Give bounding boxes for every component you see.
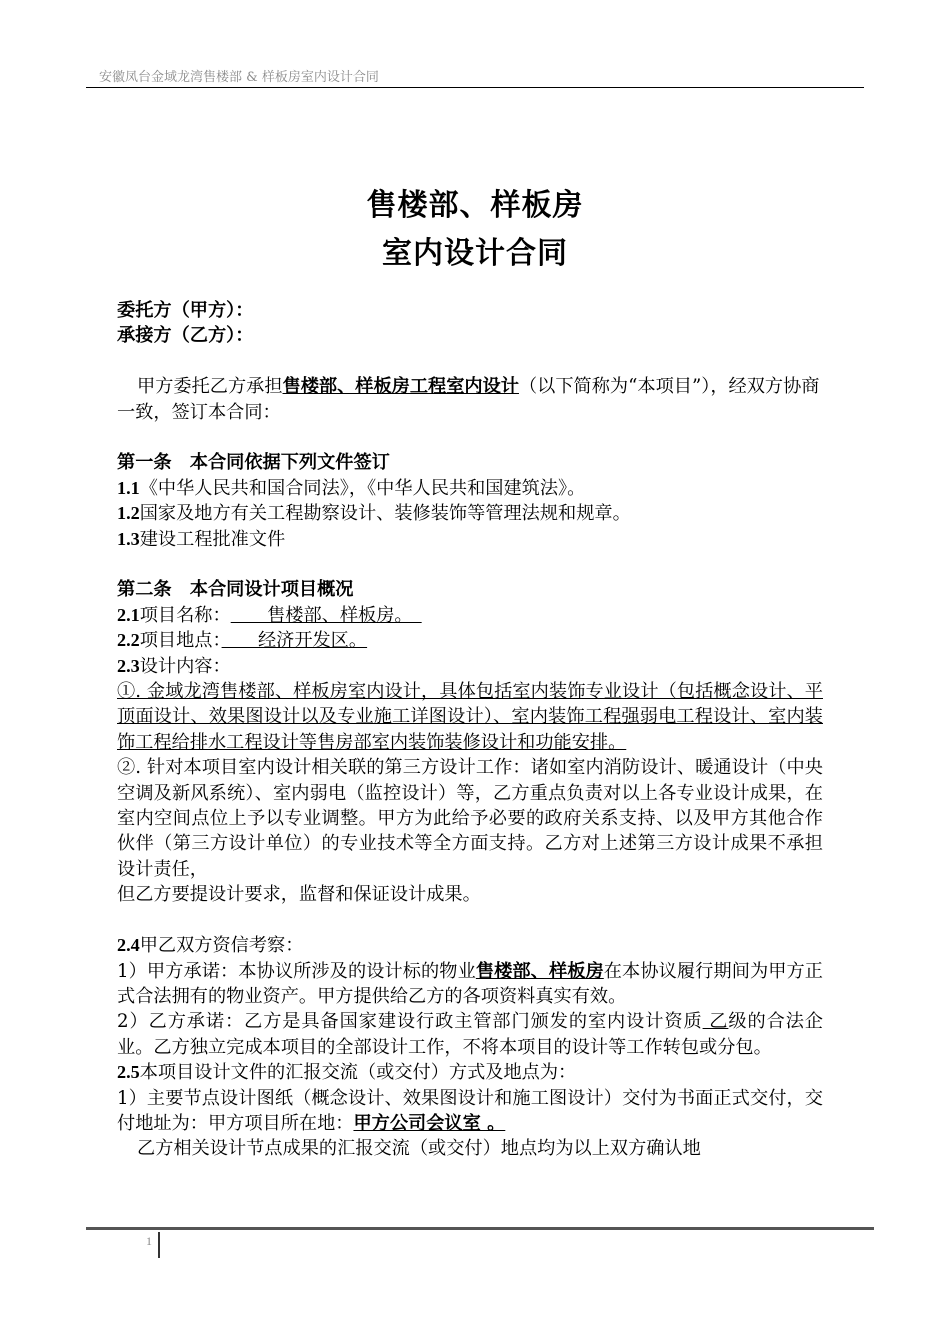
footer-rule <box>86 1227 874 1230</box>
item-num: 2.4 <box>117 935 140 956</box>
article-1-item <box>117 527 823 552</box>
intro-project: 售楼部、样板房工程室内设计 <box>282 376 519 398</box>
field-label: 项目地点： <box>139 630 222 652</box>
design-content-line <box>117 654 823 679</box>
contractor-party: 承接方（乙方）： <box>117 325 254 347</box>
credit-1b: 售楼部、样板房 <box>475 960 604 982</box>
article-1-item <box>117 476 823 501</box>
page-number: 1 <box>146 1234 152 1248</box>
report-1a: 1）主要节点设计图纸（概念设计、效果图设计和施工图设计）交付为书面正式交付，交付地址为：甲方项目所在地： <box>117 1087 823 1134</box>
item-num: 1.2 <box>117 503 140 524</box>
item-num: 2.2 <box>117 630 140 651</box>
project-site-value: 经济开发区。 <box>221 630 368 652</box>
credit-item-1 <box>117 959 823 1010</box>
design-content-1: ①. 金域龙湾售楼部、样板房室内设计，具体包括室内装饰专业设计（包括概念设计、平顶面设计、效果图设计以及专业施工详图设计）、室内装饰工程强弱电工程设计、室内装饰工程给排水工程设计等售房部室内装饰装修设计和功能安排。 <box>117 681 823 753</box>
design-content-2: ②. 针对本项目室内设计相关联的第三方设计工作：诸如室内消防设计、暖通设计（中央空调及新风系统）、室内弱电（监控设计）等，乙方重点负责对以上各专业设计成果，在室内空间点位上予以专业调整。甲方为此给予必要的政府关系支持、以及甲方其他合作伙伴（第三方设计单位）的专业技术等全方面支持。乙方对上述第三方设计成果不承担设计责任， <box>117 757 823 880</box>
page-bar <box>158 1232 160 1258</box>
item-num: 2.3 <box>117 655 140 676</box>
item-num: 1.1 <box>117 477 140 498</box>
report-heading <box>117 1060 823 1085</box>
title-line-1: 售楼部、样板房 <box>366 188 584 223</box>
article-2-heading: 第二条 本合同设计项目概况 <box>117 579 354 601</box>
credit-2a: 2）乙方承诺：乙方是具备国家建设行政主管部门颁发的室内设计资质 <box>117 1011 703 1033</box>
article-1-heading: 第一条 本合同依据下列文件签订 <box>117 452 390 474</box>
credit-heading <box>117 933 823 958</box>
running-header <box>86 66 864 88</box>
title-line-2: 室内设计合同 <box>382 236 568 271</box>
credit-1c: 在本协议履行期间为甲方正式合法拥有的物业资产。甲方提供给乙方的各项资料真实有效。 <box>117 960 823 1007</box>
article-1-item <box>117 501 823 526</box>
project-name-value: 售楼部、样板房。 <box>230 604 422 626</box>
field-label: 设计内容： <box>139 655 231 677</box>
intro-after: （以下简称为“本项目”），经双方协商一致，签订本合同： <box>117 376 820 423</box>
item-num: 1.3 <box>117 528 140 549</box>
item-text: 国家及地方有关工程勘察设计、装修装饰等管理法规和规章。 <box>139 503 631 525</box>
credit-2b: 乙 <box>702 1011 729 1033</box>
credit-2c: 级的合法企业。乙方独立完成本项目的全部设计工作，不将本项目的设计等工作转包或分包。 <box>117 1011 823 1058</box>
report-item-1 <box>117 1086 823 1137</box>
client-party: 委托方（甲方）： <box>117 300 254 321</box>
header-text: 安徽凤台金域龙湾售楼部 & 样板房室内设计合同 <box>99 70 379 85</box>
field-label: 项目名称： <box>139 604 231 626</box>
document-body <box>117 298 823 1162</box>
intro-before: 甲方委托乙方承担 <box>137 376 283 398</box>
report-item-2: 乙方相关设计节点成果的汇报交流（或交付）地点均为以上双方确认地 <box>137 1138 701 1160</box>
item-text: 建设工程批准文件 <box>139 528 286 550</box>
item-num: 2.5 <box>117 1062 140 1083</box>
credit-1a: 1）甲方承诺：本协议所涉及的设计标的物业 <box>117 960 476 982</box>
field-label: 本项目设计文件的汇报交流（或交付）方式及地点为： <box>139 1062 577 1084</box>
field-label: 甲乙双方资信考察： <box>139 935 304 957</box>
intro-paragraph <box>117 374 823 425</box>
item-num: 2.1 <box>117 604 140 625</box>
report-1b: 甲方公司会议室 。 <box>353 1112 506 1134</box>
project-name-line <box>117 603 823 628</box>
credit-item-2 <box>117 1009 823 1060</box>
item-text: 《中华人民共和国合同法》，《中华人民共和国建筑法》。 <box>139 477 586 499</box>
design-content-2b: 但乙方要提设计要求，监督和保证设计成果。 <box>117 884 481 906</box>
project-site-line <box>117 628 823 653</box>
